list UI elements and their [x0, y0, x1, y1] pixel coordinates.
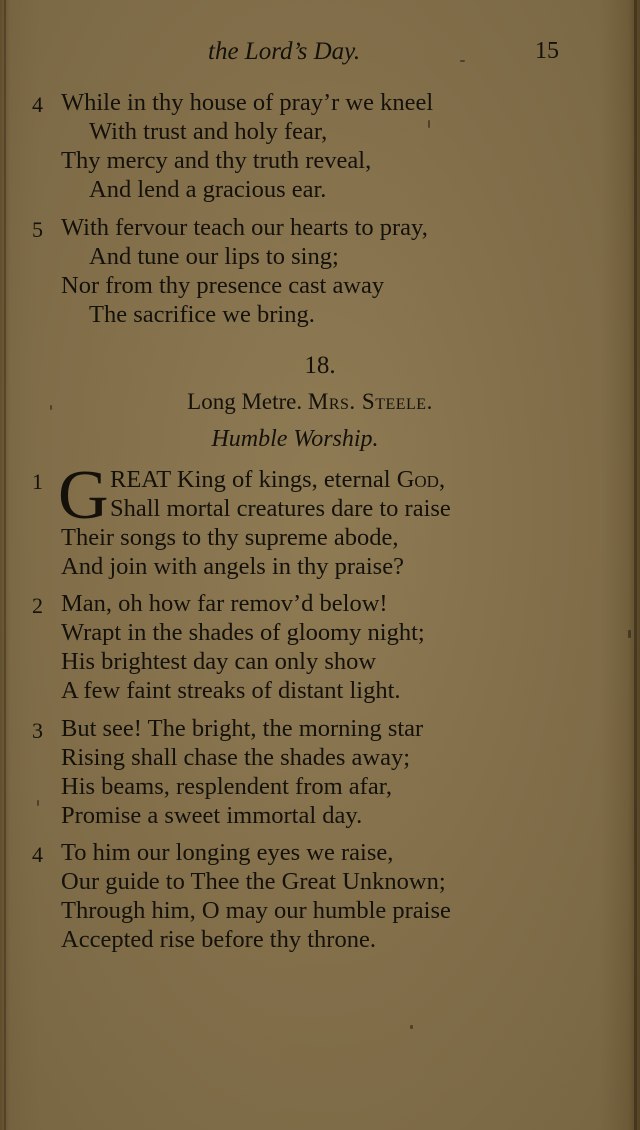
- first-line-end: God,: [396, 466, 446, 493]
- paper-speck: [628, 630, 631, 638]
- paper-speck: [460, 60, 465, 62]
- stanza-number: 2: [32, 593, 43, 618]
- page-edge-right: [634, 0, 637, 1130]
- stanza-number: 4: [32, 92, 43, 117]
- stanza-line: While in thy house of pray’r we kneel: [61, 89, 434, 116]
- stanza-line: The sacrifice we bring.: [89, 301, 315, 328]
- stanza-line: And tune our lips to sing;: [89, 243, 339, 270]
- stanza-line: His brightest day can only show: [61, 648, 377, 675]
- running-title: the Lord’s Day.: [208, 38, 361, 65]
- stanza-line: Nor from thy presence cast away: [61, 272, 385, 299]
- page-edge-left: [4, 0, 6, 1130]
- hymn-meter: Long Metre.: [187, 389, 303, 414]
- stanza-line: Wrapt in the shades of gloomy night;: [61, 619, 425, 646]
- stanza-line: With fervour teach our hearts to pray,: [61, 214, 428, 241]
- stanza-line: Rising shall chase the shades away;: [61, 744, 411, 771]
- paper-speck: [50, 405, 52, 410]
- stanza-line: Their songs to thy supreme abode,: [61, 524, 399, 551]
- hymn-subtitle: Humble Worship.: [211, 426, 379, 452]
- stanza-line: But see! The bright, the morning star: [61, 715, 424, 742]
- paper-speck: [410, 1025, 413, 1029]
- stanza-line: Our guide to Thee the Great Unknown;: [61, 868, 446, 895]
- stanza-number: 5: [32, 217, 43, 242]
- paper-speck: [37, 800, 39, 806]
- page-header: [0, 38, 640, 78]
- stanza-line: His beams, resplendent from afar,: [61, 773, 393, 800]
- paper-speck: [428, 120, 430, 128]
- stanza-line: Shall mortal creatures dare to raise: [110, 495, 451, 522]
- stanza-line: And lend a gracious ear.: [89, 176, 327, 203]
- stanza-line: Accepted rise before thy throne.: [61, 926, 376, 953]
- stanza-line: Man, oh how far remov’d below!: [61, 590, 388, 617]
- page-number: 15: [535, 38, 559, 64]
- stanza-line: And join with angels in thy praise?: [61, 553, 404, 580]
- first-line-text: REAT King of kings, eternal: [110, 466, 391, 493]
- stanza-line: Promise a sweet immortal day.: [61, 802, 363, 829]
- hymn-number: 18.: [304, 352, 336, 379]
- hymn-author: Mrs. Steele.: [307, 389, 433, 414]
- stanza-line: To him our longing eyes we raise,: [61, 839, 394, 866]
- stanza-line: Through him, O may our humble praise: [61, 897, 451, 924]
- hymn-meter-line: [0, 389, 620, 415]
- stanza-line: A few faint streaks of distant light.: [61, 677, 401, 704]
- stanza-number: 4: [32, 842, 43, 867]
- stanza-line: Thy mercy and thy truth reveal,: [61, 147, 372, 174]
- drop-cap: G: [58, 457, 109, 534]
- stanza-number: 1: [32, 469, 43, 494]
- stanza-number: 3: [32, 718, 43, 743]
- stanza-first-line: [110, 465, 445, 494]
- stanza-line: With trust and holy fear,: [89, 118, 328, 145]
